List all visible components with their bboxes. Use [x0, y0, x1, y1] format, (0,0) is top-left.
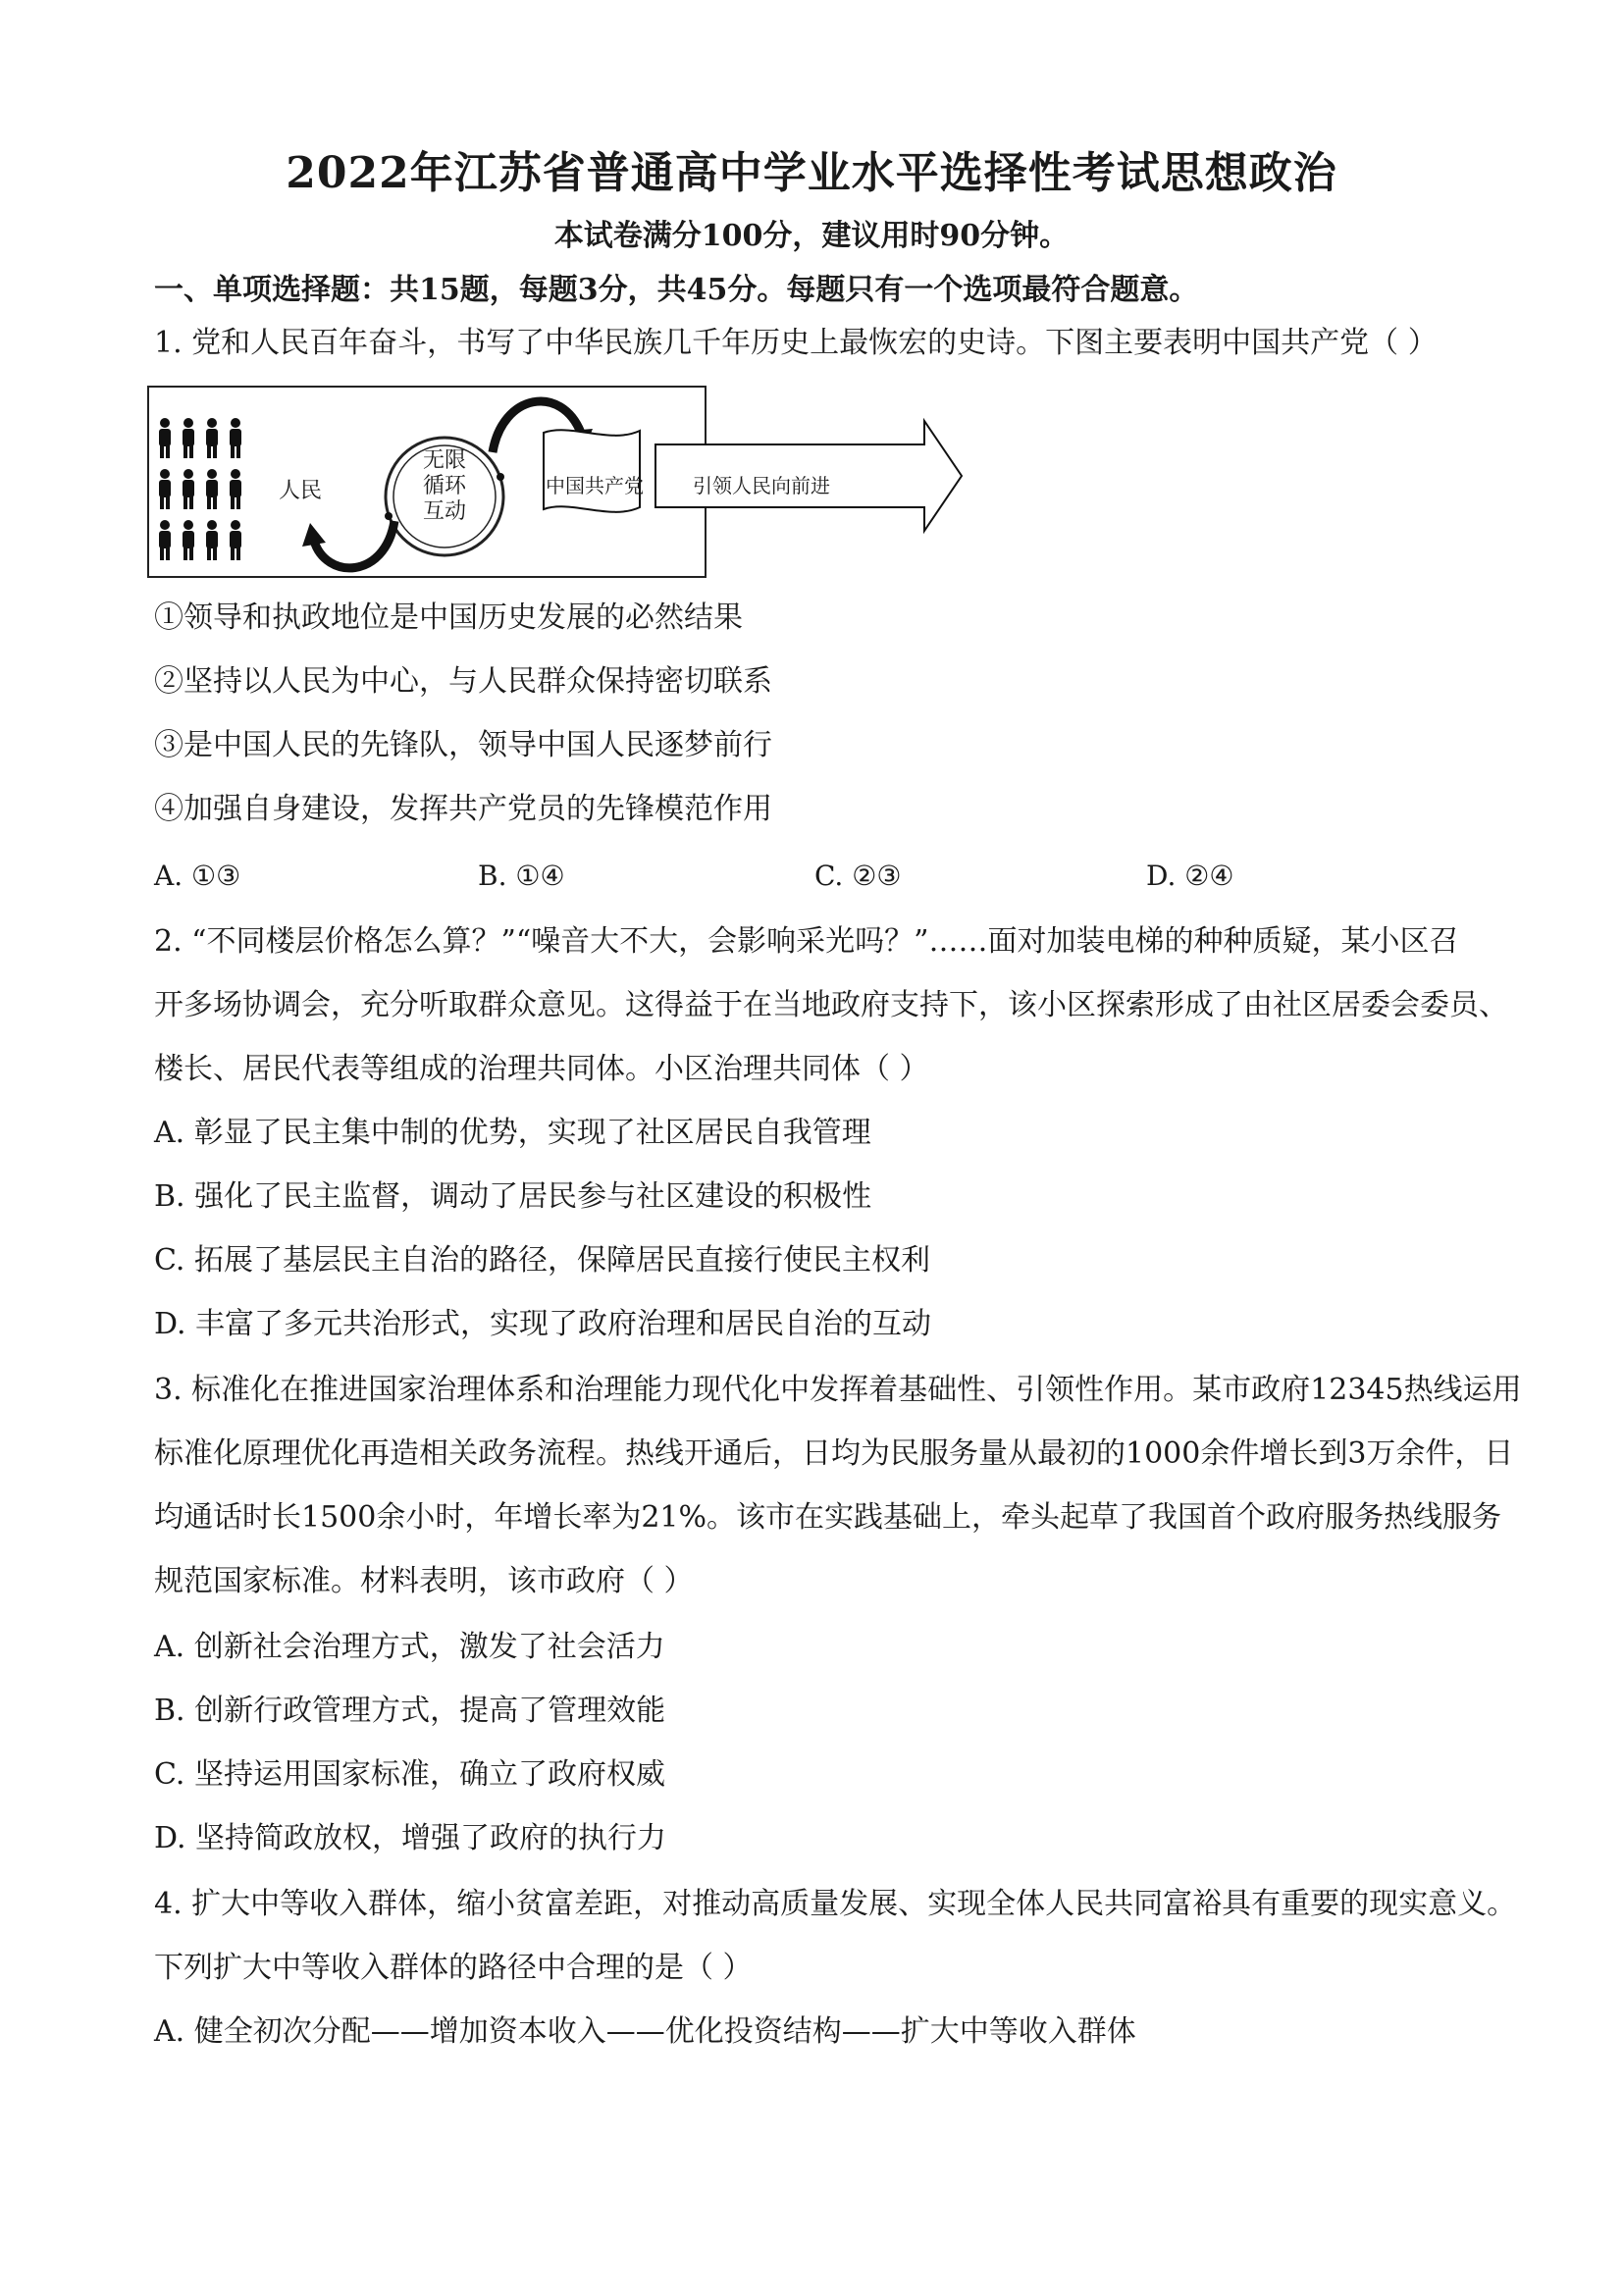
q1-stem: 1. 党和人民百年奋斗，书写了中华民族几千年历史上最恢宏的史诗。下图主要表明中国共产党（ ） [154, 326, 1438, 360]
q3-option-b[interactable]: B. 创新行政管理方式，提高了管理效能 [154, 1694, 666, 1728]
arrow-label: 引领人民向前进 [693, 474, 830, 497]
party-label: 中国共产党 [546, 474, 644, 497]
cycle-label-line: 循环 [422, 474, 466, 498]
q1-statement: ③是中国人民的先锋队，领导中国人民逐梦前行 [154, 728, 772, 762]
q1-diagram [147, 386, 830, 578]
q2-option-b[interactable]: B. 强化了民主监督，调动了居民参与社区建设的积极性 [154, 1179, 872, 1214]
q3-stem-line: 规范国家标准。材料表明，该市政府（ ） [154, 1564, 694, 1598]
cycle-label-line: 互动 [422, 499, 466, 524]
q3-stem-line: 标准化原理优化再造相关政务流程。热线开通后，日均为民服务量从最初的1000余件增长到3万余件，日 [154, 1436, 1514, 1471]
q1-option-d[interactable]: D. ②④ [1146, 860, 1234, 892]
q1-option-b[interactable]: B. ①④ [478, 860, 565, 892]
exam-instructions: 本试卷满分100分，建议用时90分钟。 [553, 219, 1070, 253]
q1-statement: ②坚持以人民为中心，与人民群众保持密切联系 [154, 664, 772, 699]
q3-option-c[interactable]: C. 坚持运用国家标准，确立了政府权威 [154, 1757, 665, 1792]
q1-statement: ①领导和执政地位是中国历史发展的必然结果 [154, 600, 743, 635]
q2-option-d[interactable]: D. 丰富了多元共治形式，实现了政府治理和居民自治的互动 [154, 1307, 932, 1341]
q1-statement: ④加强自身建设，发挥共产党员的先锋模范作用 [154, 792, 772, 826]
page-title: 2022年江苏省普通高中学业水平选择性考试思想政治 [286, 148, 1337, 198]
q4-stem-line: 下列扩大中等收入群体的路径中合理的是（ ） [154, 1951, 753, 1985]
q4-stem-line: 4. 扩大中等收入群体，缩小贫富差距，对推动高质量发展、实现全体人民共同富裕具有重要的现实意义。 [154, 1887, 1517, 1921]
q3-option-a[interactable]: A. 创新社会治理方式，激发了社会活力 [154, 1630, 665, 1664]
q3-stem-line: 均通话时长1500余小时，年增长率为21%。该市在实践基础上，牵头起草了我国首个政府服务热线服务 [154, 1500, 1502, 1535]
cycle-label-line: 无限 [422, 448, 466, 473]
q3-stem-line: 3. 标准化在推进国家治理体系和治理能力现代化中发挥着基础性、引领性作用。某市政府12345热线运用 [154, 1373, 1522, 1407]
q3-option-d[interactable]: D. 坚持简政放权，增强了政府的执行力 [154, 1821, 667, 1855]
q4-option-a[interactable]: A. 健全初次分配——增加资本收入——优化投资结构——扩大中等收入群体 [154, 2014, 1136, 2049]
q2-stem-line: 开多场协调会，充分听取群众意见。这得益于在当地政府支持下，该小区探索形成了由社区居委会委员、 [154, 988, 1508, 1022]
q2-option-c[interactable]: C. 拓展了基层民主自治的路径，保障居民直接行使民主权利 [154, 1243, 930, 1278]
q2-stem-line: 楼长、居民代表等组成的治理共同体。小区治理共同体（ ） [154, 1052, 929, 1086]
q1-option-c[interactable]: C. ②③ [814, 860, 902, 892]
section-heading: 一、单项选择题：共15题，每题3分，共45分。每题只有一个选项最符合题意。 [154, 273, 1199, 307]
q2-option-a[interactable]: A. 彰显了民主集中制的优势，实现了社区居民自我管理 [154, 1116, 871, 1150]
q1-option-a[interactable]: A. ①③ [154, 860, 241, 892]
q2-stem-line: 2. “不同楼层价格怎么算？”“噪音大不大，会影响采光吗？”……面对加装电梯的种种质疑，某小区召 [154, 924, 1459, 959]
people-label: 人民 [279, 479, 323, 503]
